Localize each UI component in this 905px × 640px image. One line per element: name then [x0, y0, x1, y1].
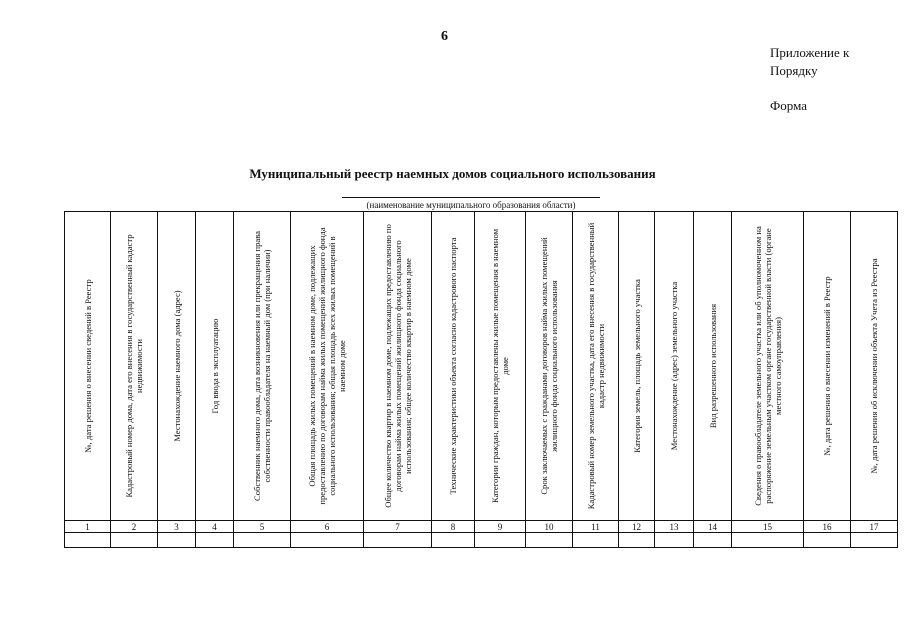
empty-data-row	[65, 533, 898, 548]
registry-table	[64, 211, 898, 548]
empty-cell	[619, 533, 655, 548]
header-cell	[804, 212, 851, 521]
appendix-line-2: Порядку	[770, 63, 818, 78]
header-cell	[573, 212, 619, 521]
column-header: №, дата решения об исключении объекта Учета из Реестра	[869, 258, 879, 474]
column-number: 12	[619, 521, 655, 533]
column-number: 4	[196, 521, 234, 533]
header-cell	[111, 212, 158, 521]
column-header: Технические характеристики объекта согласно кадастрового паспорта	[448, 237, 458, 495]
column-header: №, дата решения о внесении сведений в Реестр	[82, 279, 93, 453]
header-cell	[196, 212, 234, 521]
header-cell	[619, 212, 655, 521]
empty-cell	[111, 533, 158, 548]
subtitle-underline	[342, 197, 600, 198]
column-header: Собственник наемного дома, дата возникновения или прекращения права собственности правообладателя на наемный дом (при наличии)	[252, 231, 272, 501]
header-cell	[158, 212, 196, 521]
column-header: Категория земель, площадь земельного участка	[631, 279, 642, 453]
empty-cell	[694, 533, 732, 548]
empty-cell	[196, 533, 234, 548]
column-number: 13	[655, 521, 694, 533]
column-number: 5	[234, 521, 291, 533]
empty-cell	[573, 533, 619, 548]
column-number: 6	[291, 521, 364, 533]
column-header: Общая площадь жилых помещений в наемном доме, подлежащих предоставлению по договорам найма жилых помещений жилищного фонда социального использования; общая площадь всех жилых помещений в наемном доме	[307, 227, 347, 505]
empty-cell	[291, 533, 364, 548]
empty-cell	[65, 533, 111, 548]
header-cell	[526, 212, 573, 521]
header-cell	[432, 212, 475, 521]
column-header: Общее количество квартир в наемном доме, подлежащих предоставлению по договорам найма жилых помещений жилищного фонда социального использования; общее количество квартир в наемном доме	[382, 224, 413, 508]
column-number: 15	[732, 521, 804, 533]
empty-cell	[804, 533, 851, 548]
column-header: Местонахождение (адрес) земельного участка	[669, 281, 679, 451]
column-header: Год ввода в эксплуатацию	[209, 318, 220, 414]
document-title: Муниципальный реестр наемных домов социального использования	[249, 166, 656, 181]
column-header: Местонахождение наемного дома (адрес)	[171, 290, 182, 442]
appendix-line-1: Приложение к	[770, 45, 850, 60]
empty-cell	[851, 533, 898, 548]
column-header: Кадастровый номер дома, дата его внесения в государственный кадастр недвижимости	[124, 234, 144, 498]
header-cell	[694, 212, 732, 521]
column-number: 11	[573, 521, 619, 533]
column-number-row	[65, 521, 898, 533]
column-number: 17	[851, 521, 898, 533]
empty-cell	[364, 533, 432, 548]
column-header: Срок заключаемых с гражданами договоров найма жилых помещений жилищного фонда социального использования	[539, 237, 559, 495]
column-number: 16	[804, 521, 851, 533]
header-cell	[732, 212, 804, 521]
column-number: 9	[475, 521, 526, 533]
column-header: Кадастровый номер земельного участка, дата его внесения в государственный кадастр недвижимости	[585, 222, 606, 510]
header-row	[65, 212, 898, 521]
header-cell	[234, 212, 291, 521]
column-header: №, дата решения о внесении изменений в Реестр	[822, 276, 832, 456]
form-label: Форма	[770, 98, 807, 113]
page-number: 6	[441, 29, 448, 44]
header-cell	[475, 212, 526, 521]
column-number: 7	[364, 521, 432, 533]
appendix-note	[770, 44, 849, 80]
column-number: 10	[526, 521, 573, 533]
column-header: Вид разрешенного использования	[707, 303, 718, 429]
empty-cell	[526, 533, 573, 548]
column-header: Категории граждан, которым предоставлены жилые помещения в наемном доме	[490, 228, 510, 504]
document-subtitle: (наименование муниципального образования области)	[366, 200, 576, 210]
column-number: 1	[65, 521, 111, 533]
header-cell	[364, 212, 432, 521]
column-number: 3	[158, 521, 196, 533]
empty-cell	[158, 533, 196, 548]
empty-cell	[432, 533, 475, 548]
column-number: 2	[111, 521, 158, 533]
header-cell	[655, 212, 694, 521]
empty-cell	[234, 533, 291, 548]
column-number: 14	[694, 521, 732, 533]
header-cell	[65, 212, 111, 521]
header-cell	[291, 212, 364, 521]
empty-cell	[732, 533, 804, 548]
empty-cell	[475, 533, 526, 548]
header-cell	[851, 212, 898, 521]
column-header: Сведения о правообладателе земельного участка или об уполномоченном на распоряжение земельным участком органе государственной власти (органе местного самоуправления)	[752, 226, 783, 506]
empty-cell	[655, 533, 694, 548]
column-number: 8	[432, 521, 475, 533]
